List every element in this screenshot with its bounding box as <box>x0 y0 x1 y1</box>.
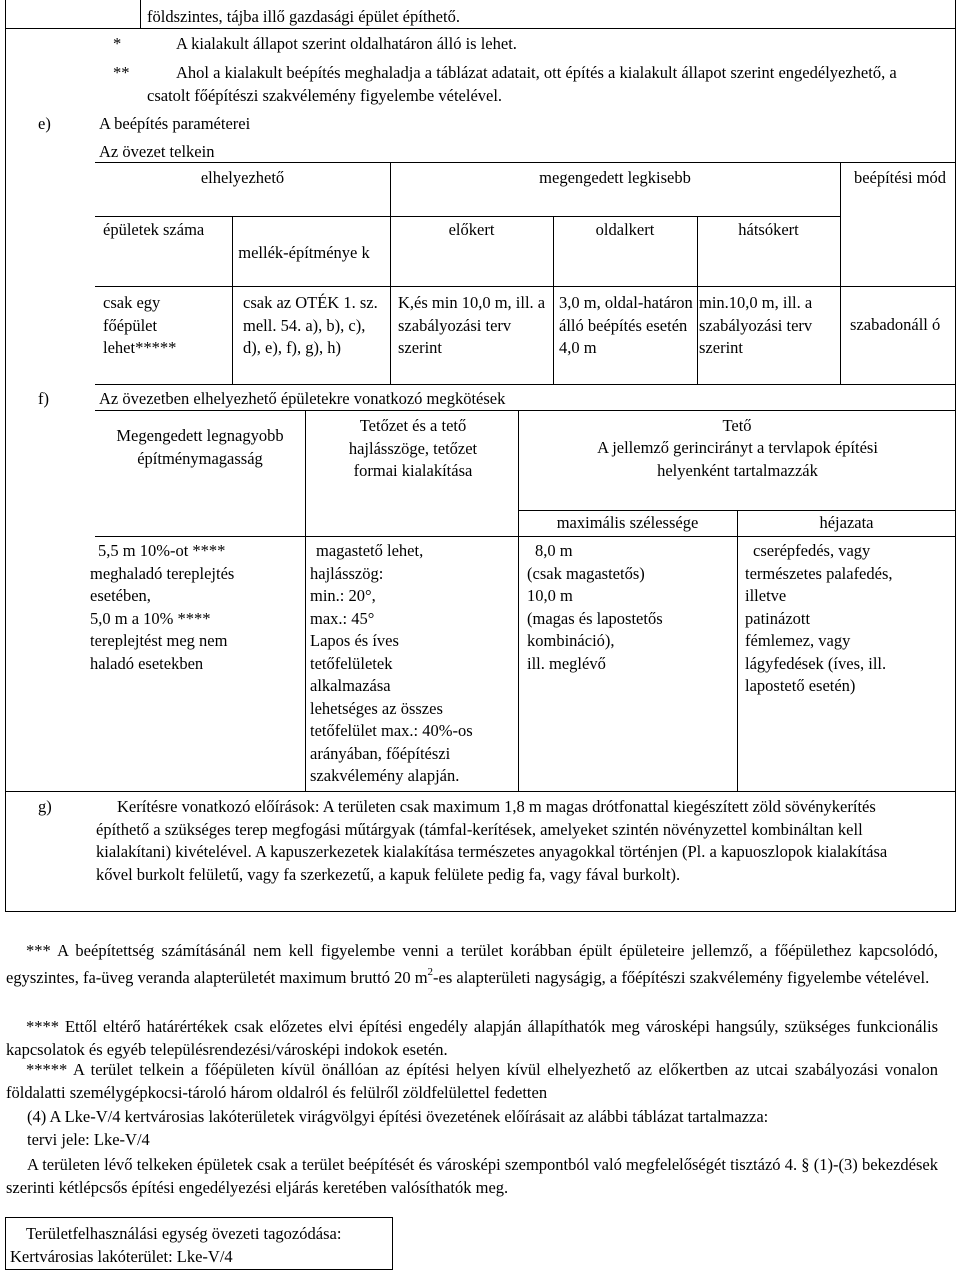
intro-star-1: A kialakult állapot szerint oldalhatáron álló is lehet. <box>176 34 517 53</box>
table-f-col3-divider <box>737 510 738 791</box>
header-max-szelesseg: maximális szélessége <box>556 513 699 532</box>
footnote-3-superscript: 2 <box>427 965 434 978</box>
cell-tetozet: magastető lehet, hajlásszög: min.: 20°, max.: 45° Lapos és íves tetőfelületek alkalmazása lehetséges az összes tetőfelület max.: 40%-os arányában, főépítészi szakvélemény alapján. <box>310 541 473 785</box>
table-f-header-bottom <box>95 536 956 537</box>
header-elhelyezheto: elhelyezhető <box>200 168 285 187</box>
header-tetozet: Tetőzet és a tető hajlásszöge, tetőzet formai kialakítása <box>348 416 478 480</box>
header-oldalkert: oldalkert <box>595 220 655 239</box>
section-f-label: f) <box>38 389 49 408</box>
table-e-col5-divider <box>840 162 841 384</box>
header-hatsokert: hátsókert <box>738 220 799 239</box>
header-elokert: előkert <box>448 220 495 239</box>
cell-elokert: K,és min 10,0 m, ill. a szabályozási terv szerint <box>398 293 546 357</box>
table-e-header-divider <box>95 216 840 217</box>
header-epuletek-szama: épületek száma <box>103 220 205 239</box>
intro-star-2: Ahol a kialakult beépítés meghaladja a táblázat adatait, ott építés a kialakult állapot szerint engedélyezhető, a csatolt főépítészi szakvélemény figyelembe vételével. <box>147 63 897 105</box>
cell-epitmenymagassag: 5,5 m 10%-ot **** meghaladó tereplejtés esetében, 5,0 m a 10% **** tereplejtést meg nem haladó esetekben <box>90 541 235 673</box>
paragraph-last: A területen lévő telkeken épületek csak a terület beépítését és városképi szempontból való megfelelőségét tisztázó 4. § (1)-(3) bekezdések szerinti kétlépcsős építési engedélyezési eljárás keretében valósíthatók meg. <box>6 1155 938 1197</box>
cell-oldalkert: 3,0 m, oldal-határon álló beépítés esetén 4,0 m <box>559 293 693 357</box>
cell-hatsokert: min.10,0 m, ill. a szabályozási terv szerint <box>699 293 813 357</box>
header-epitmenymagassag: Megengedett legnagyobb építménymagasság <box>116 426 284 468</box>
table-e-top <box>95 162 956 163</box>
section-g-label: g) <box>38 797 52 816</box>
header-hejazat: héjazata <box>819 513 874 532</box>
table-f-col2-divider <box>518 410 519 791</box>
header-megengedett: megengedett legkisebb <box>539 168 691 187</box>
header-mellek-epitmenyek: mellék-építménye k <box>238 243 370 262</box>
footnote-mark-2: ** <box>113 63 130 82</box>
footnote-3 <box>6 937 938 991</box>
cell-mellek-epitmenyek: csak az OTÉK 1. sz. mell. 54. a), b), c), d), e), f), g), h) <box>243 293 378 357</box>
zone-info-value: Kertvárosias lakóterület: Lke-V/4 <box>10 1247 233 1266</box>
footnote-4: **** Ettől eltérő határértékek csak előzetes elvi építési engedély alapján állapíthatók meg városképi hangsúly, szükséges funkcionális kapcsolatok és egyéb településrendezési/városképi indokok esetén. <box>6 1017 938 1059</box>
header-teto-text: A jellemző gerincirányt a tervlapok építési helyenként tartalmazzák <box>597 438 878 480</box>
table-e-values-divider <box>95 286 956 287</box>
intro-divider <box>140 0 141 28</box>
paragraph-4: (4) A Lke-V/4 kertvárosias lakóterületek virágvölgyi építési övezetének előírásait az alábbi táblázat tartalmazza: <box>27 1107 769 1126</box>
zone-info-box <box>5 1217 393 1270</box>
cell-hejazat: cserépfedés, vagy természetes palafedés, illetve patinázott fémlemez, vagy lágyfedések (íves, ill. lapostető esetén) <box>745 541 893 695</box>
zone-info-title: Területfelhasználási egység övezeti tagozódása: <box>26 1224 342 1243</box>
footnote-mark-1: * <box>113 34 122 53</box>
table-e-col2-divider <box>390 162 391 384</box>
cell-epuletek-szama: csak egy főépület lehet***** <box>103 293 177 357</box>
section-e-subtitle: Az övezet telkein <box>99 142 215 161</box>
table-e-col1-divider <box>232 216 233 384</box>
table-f-col1-divider <box>305 410 306 791</box>
header-teto-title: Tető <box>722 416 752 435</box>
cell-beepitesi-mod: szabadonáll ó <box>850 315 941 334</box>
paragraph-4-jel: tervi jele: Lke-V/4 <box>27 1130 150 1149</box>
frame-bottom-border <box>5 911 956 912</box>
section-e-label: e) <box>38 114 51 133</box>
table-f-bottom <box>5 791 956 792</box>
footnote-3-text-end: -es alapterületi nagyságig, a főépítészi szakvélemény figyelembe vételével. <box>433 968 930 987</box>
table-e-bottom <box>95 384 956 385</box>
footnote-5: ***** A terület telkein a főépületen kívül önállóan az építési helyen kívül elhelyezhető az előkertben az utcai szabályozási vonalon földalatti személygépkocsi-tároló három oldalról és felülről zöldfelülettel fedetten <box>6 1060 938 1102</box>
section-e-title: A beépítés paraméterei <box>99 114 251 133</box>
frame-right-border <box>955 0 956 912</box>
frame-left-border <box>5 0 6 912</box>
header-beepitesi-mod: beépítési mód <box>853 168 947 187</box>
cell-max-szelesseg: 8,0 m (csak magastetős) 10,0 m (magas és lapostetős kombináció), ill. meglévő <box>527 541 663 673</box>
footnote-3-text: *** A beépítettség számításánál nem kell figyelembe venni a terület korábban épült épületeire jellemző, a főépülethez kapcsolódó, egyszintes, fa-üveg veranda alapterületét maximum bruttó 20 m <box>6 941 938 987</box>
intro-line-1: földszintes, tájba illő gazdasági épület építhető. <box>147 7 460 26</box>
section-g-text: Kerítésre vonatkozó előírások: A területen csak maximum 1,8 m magas drótfonattal kiegészített zöld sövénykerítés építhető a szükséges terep megfogási műtárgyak (támfal-kerítések, amelyeket szintén növényzettel kombináltan kell kialakítani) kivételével. A kapuszerkezetek kialakítása természetes anyagokkal történjen (Pl. a kapuoszlopok kialakítása kővel burkolt felületű, vagy fa szerkezetű, a kapuk felülete pedig fa, vagy fával burkolt). <box>96 797 888 884</box>
section-f-title: Az övezetben elhelyezhető épületekre vonatkozó megkötések <box>99 389 506 408</box>
